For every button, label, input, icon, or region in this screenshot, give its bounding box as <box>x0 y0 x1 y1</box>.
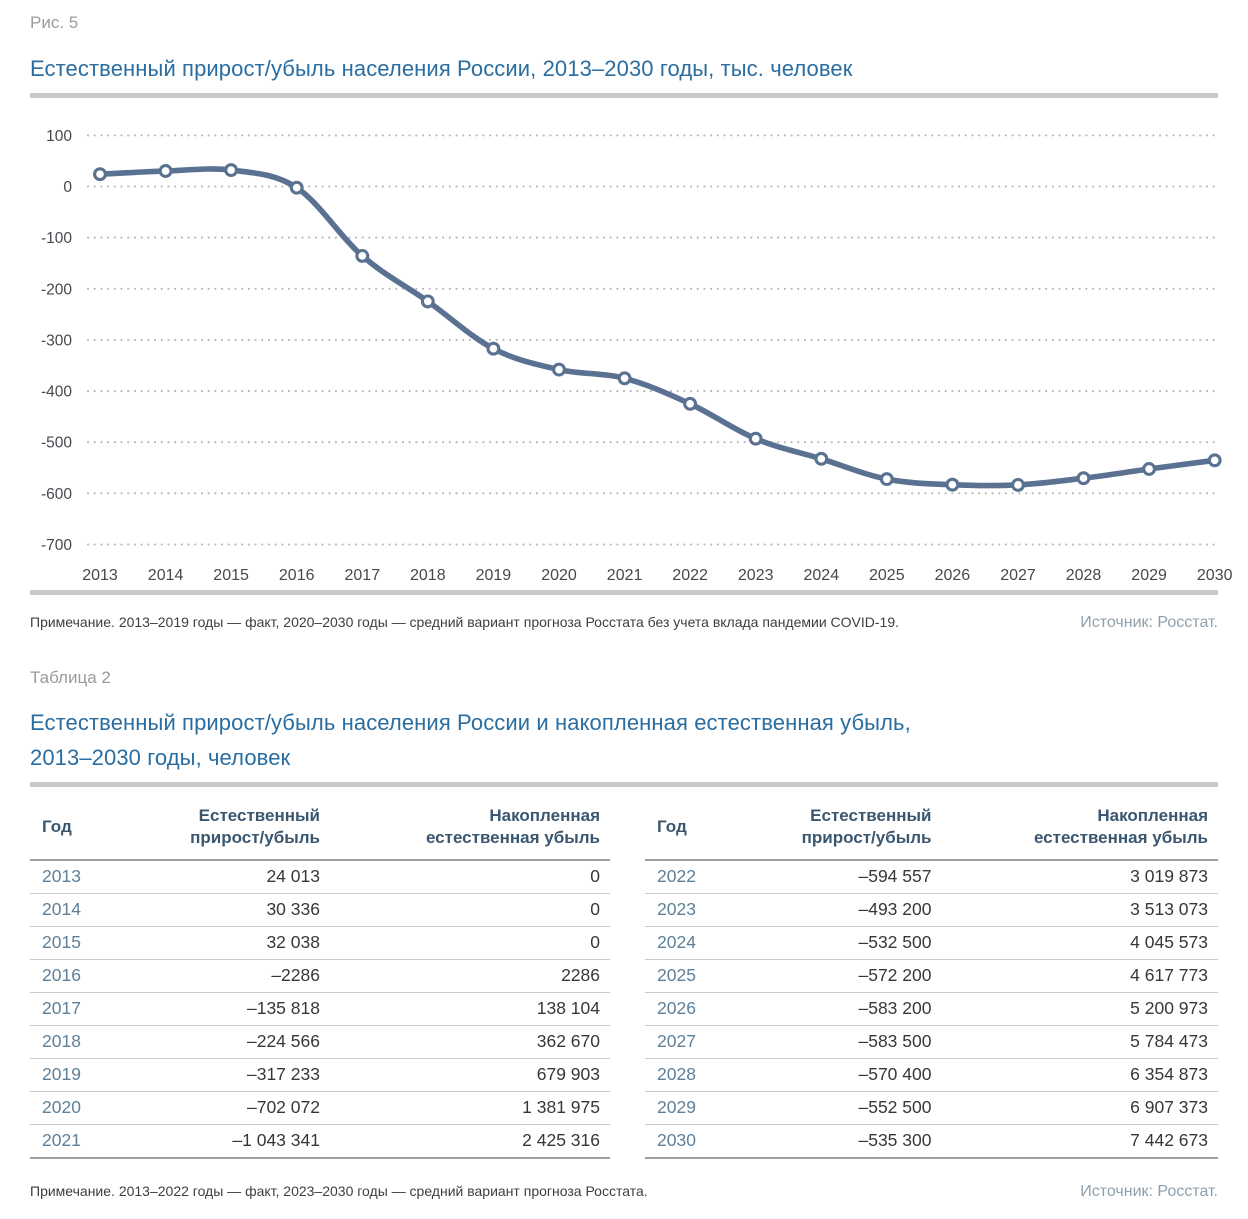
year-cell: 2021 <box>30 1125 129 1159</box>
value-cell: 0 <box>320 860 610 894</box>
value-cell: –317 233 <box>129 1059 320 1092</box>
value-cell: –572 200 <box>742 960 931 993</box>
table-row <box>645 1026 1218 1059</box>
divider-bar <box>30 782 1218 787</box>
value-cell: 5 784 473 <box>931 1026 1218 1059</box>
data-point-marker <box>226 165 237 176</box>
data-point-marker <box>554 364 565 375</box>
year-cell: 2013 <box>30 860 129 894</box>
column-header: Накопленная естественная убыль <box>931 795 1218 860</box>
year-cell: 2022 <box>645 860 742 894</box>
year-cell: 2028 <box>645 1059 742 1092</box>
chart-area <box>30 98 1233 590</box>
table-row <box>30 860 610 894</box>
value-cell: 2 425 316 <box>320 1125 610 1159</box>
value-cell: 24 013 <box>129 860 320 894</box>
column-header: Год <box>645 795 742 860</box>
natural-increase-line-chart <box>30 98 1233 590</box>
year-cell: 2020 <box>30 1092 129 1125</box>
value-cell: 4 045 573 <box>931 927 1218 960</box>
column-header: Накопленная естественная убыль <box>320 795 610 860</box>
value-cell: –135 818 <box>129 993 320 1026</box>
x-axis-tick-label: 2016 <box>278 567 315 584</box>
data-point-marker <box>160 166 171 177</box>
x-axis-tick-label: 2015 <box>213 567 249 584</box>
x-axis-tick-label: 2028 <box>1065 567 1102 584</box>
table-row <box>645 1092 1218 1125</box>
data-point-marker <box>881 474 892 485</box>
table-2013-2021 <box>30 795 610 1159</box>
table-row <box>30 1092 610 1125</box>
value-cell: –570 400 <box>742 1059 931 1092</box>
value-cell: –552 500 <box>742 1092 931 1125</box>
year-cell: 2024 <box>645 927 742 960</box>
data-point-marker <box>488 343 499 354</box>
value-cell: –583 500 <box>742 1026 931 1059</box>
chart-footnote-row <box>30 614 1218 632</box>
y-axis-tick-label: -500 <box>40 434 72 452</box>
value-cell: –702 072 <box>129 1092 320 1125</box>
value-cell: 0 <box>320 927 610 960</box>
value-cell: –532 500 <box>742 927 931 960</box>
year-cell: 2019 <box>30 1059 129 1092</box>
table-label: Таблица 2 <box>30 668 111 687</box>
year-cell: 2015 <box>30 927 129 960</box>
x-axis-tick-label: 2029 <box>1131 567 1167 584</box>
table-2022-2030 <box>645 795 1218 1159</box>
year-cell: 2016 <box>30 960 129 993</box>
value-cell: 2286 <box>320 960 610 993</box>
value-cell: –594 557 <box>742 860 931 894</box>
data-point-marker <box>422 296 433 307</box>
header-row <box>645 795 1218 860</box>
value-cell: 32 038 <box>129 927 320 960</box>
year-cell: 2029 <box>645 1092 742 1125</box>
data-point-marker <box>1144 464 1155 475</box>
x-axis-tick-label: 2022 <box>672 567 708 584</box>
y-axis-tick-label: 0 <box>63 179 72 196</box>
x-axis-tick-label: 2023 <box>737 567 774 584</box>
table-row <box>645 993 1218 1026</box>
table-row <box>645 960 1218 993</box>
value-cell: 1 381 975 <box>320 1092 610 1125</box>
value-cell: 6 907 373 <box>931 1092 1218 1125</box>
column-header: Естественный прирост/убыль <box>742 795 931 860</box>
value-cell: 7 442 673 <box>931 1125 1218 1159</box>
data-tables <box>30 795 1218 1159</box>
data-point-marker <box>750 433 761 444</box>
data-point-marker <box>95 169 106 180</box>
value-cell: –493 200 <box>742 894 931 927</box>
value-cell: 362 670 <box>320 1026 610 1059</box>
value-cell: –535 300 <box>742 1125 931 1159</box>
value-cell: 6 354 873 <box>931 1059 1218 1092</box>
table-row <box>30 1026 610 1059</box>
value-cell: 138 104 <box>320 993 610 1026</box>
header-row <box>30 795 610 860</box>
table-title <box>30 705 1218 775</box>
column-header: Год <box>30 795 129 860</box>
x-axis-tick-label: 2025 <box>869 567 905 584</box>
value-cell: –2286 <box>129 960 320 993</box>
table-row <box>30 927 610 960</box>
value-cell: 5 200 973 <box>931 993 1218 1026</box>
column-header: Естественный прирост/убыль <box>129 795 320 860</box>
data-point-marker <box>947 479 958 490</box>
value-cell: 30 336 <box>129 894 320 927</box>
data-point-marker <box>685 398 696 409</box>
data-point-marker <box>1209 455 1220 466</box>
y-axis-tick-label: -200 <box>40 281 72 299</box>
table-row <box>645 860 1218 894</box>
x-axis-tick-label: 2019 <box>475 567 512 584</box>
x-axis-tick-label: 2024 <box>803 567 840 584</box>
x-axis-tick-label: 2014 <box>147 567 184 584</box>
chart-note: Примечание. 2013–2019 годы — факт, 2020–2030 годы — средний вариант прогноза Росстата без учета вклада пандемии COVID-19. <box>30 614 900 630</box>
year-cell: 2026 <box>645 993 742 1026</box>
value-cell: 3 019 873 <box>931 860 1218 894</box>
table-row <box>30 1125 610 1159</box>
table-row <box>30 960 610 993</box>
value-cell: –1 043 341 <box>129 1125 320 1159</box>
year-cell: 2014 <box>30 894 129 927</box>
y-axis-tick-label: -600 <box>40 485 72 503</box>
figure-label: Рис. 5 <box>30 13 79 32</box>
figure-title: Естественный прирост/убыль населения России, 2013–2030 годы, тыс. человек <box>30 56 853 81</box>
year-cell: 2030 <box>645 1125 742 1159</box>
table-row <box>30 993 610 1026</box>
x-axis-tick-label: 2020 <box>541 567 577 584</box>
data-point-marker <box>291 182 302 193</box>
table-row <box>645 894 1218 927</box>
value-cell: 3 513 073 <box>931 894 1218 927</box>
value-cell: 679 903 <box>320 1059 610 1092</box>
y-axis-tick-label: -400 <box>40 383 72 401</box>
data-point-marker <box>816 453 827 464</box>
trend-line <box>100 169 1215 486</box>
table-row <box>645 1125 1218 1159</box>
year-cell: 2025 <box>645 960 742 993</box>
table-footnote-row <box>30 1183 1218 1201</box>
data-point-marker <box>1078 473 1089 484</box>
y-axis-tick-label: -700 <box>40 537 72 554</box>
x-axis-tick-label: 2017 <box>344 567 381 584</box>
x-axis-tick-label: 2013 <box>82 567 118 584</box>
data-point-marker <box>357 251 368 262</box>
table-row <box>30 894 610 927</box>
data-point-marker <box>619 373 630 384</box>
table-row <box>30 1059 610 1092</box>
table-row <box>645 927 1218 960</box>
table-source: Источник: Росстат. <box>1080 1183 1218 1200</box>
year-cell: 2023 <box>645 894 742 927</box>
value-cell: 0 <box>320 894 610 927</box>
x-axis-tick-label: 2021 <box>606 567 643 584</box>
x-axis-tick-label: 2018 <box>410 567 446 584</box>
y-axis-tick-label: -300 <box>40 332 72 350</box>
value-cell: –224 566 <box>129 1026 320 1059</box>
divider-bar <box>30 590 1218 595</box>
data-point-marker <box>1013 480 1024 491</box>
year-cell: 2018 <box>30 1026 129 1059</box>
year-cell: 2017 <box>30 993 129 1026</box>
chart-source: Источник: Росстат. <box>1080 614 1218 631</box>
value-cell: –583 200 <box>742 993 931 1026</box>
year-cell: 2027 <box>645 1026 742 1059</box>
y-axis-tick-label: 100 <box>46 127 72 145</box>
x-axis-tick-label: 2027 <box>1000 567 1036 584</box>
table-row <box>645 1059 1218 1092</box>
table-title-line2: 2013–2030 годы, человек <box>30 745 291 770</box>
y-axis-tick-label: -100 <box>40 230 72 248</box>
table-note: Примечание. 2013–2022 годы — факт, 2023–2030 годы — средний вариант прогноза Росстата. <box>30 1183 648 1199</box>
table-title-line1: Естественный прирост/убыль населения России и накопленная естественная убыль, <box>30 710 911 735</box>
x-axis-tick-label: 2030 <box>1196 567 1233 584</box>
x-axis-tick-label: 2026 <box>934 567 971 584</box>
value-cell: 4 617 773 <box>931 960 1218 993</box>
